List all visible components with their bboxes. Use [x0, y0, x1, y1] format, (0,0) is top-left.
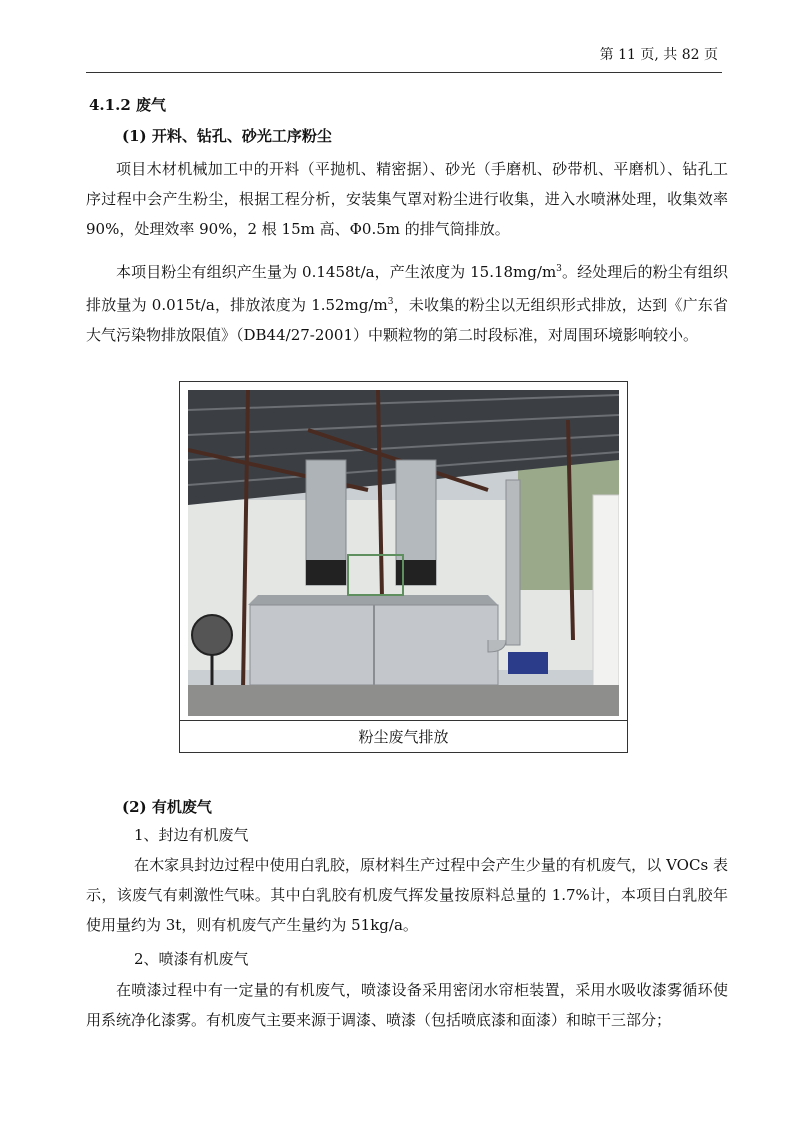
text-fragment: ，未收集的粉尘以无组织形式排放，达到《广东省大气污染物排放限值》（DB44/27-2001）中颗粒物的第二时段标准，对周围环境影响较小。 [86, 296, 728, 344]
text-fragment: 。经处理后的粉尘有组织排放量为 0.015t/a，排放浓度为 1.52mg/m [86, 263, 728, 314]
paragraph-dust-emission [86, 254, 728, 350]
paragraph-spray-paint: 在喷漆过程中有一定量的有机废气，喷漆设备采用密闭水帘柜装置，采用水吸收漆雾循环使用系统净化漆雾。有机废气主要来源于调漆、喷漆（包括喷底漆和面漆）和晾干三部分； [86, 981, 728, 1029]
superscript: 3 [387, 297, 394, 307]
figure-caption: 粉尘废气排放 [180, 720, 627, 753]
superscript: 3 [556, 264, 562, 274]
text-fragment: 本项目粉尘有组织产生量为 0.1458t/a，产生浓度为 15.18mg/m [116, 263, 557, 281]
section-title: 4.1.2 废气 [89, 96, 166, 114]
item-edge-banding-label: 1、封边有机废气 [134, 826, 249, 844]
page-number-header: 第 11 页, 共 82 页 [599, 47, 718, 63]
paragraph-dust-process: 项目木材机械加工中的开料（平抛机、精密据）、砂光（手磨机、砂带机、平磨机）、钻孔工序过程中会产生粉尘，根据工程分析，安装集气罩对粉尘进行收集，进入水喷淋处理，收集效率 90%，处理效率 90%，2 根 15m 高、Φ0.5m 的排气筒排放。 [86, 160, 728, 238]
figure-frame [179, 381, 628, 753]
paragraph-edge-banding: 在木家具封边过程中使用白乳胶，原材料生产过程中会产生少量的有机废气，以 VOCs 表示，该废气有刺激性气味。其中白乳胶有机废气挥发量按原料总量的 1.7%计，本项目白乳胶年使用量约为 3t，则有机废气产生量约为 51kg/a。 [86, 856, 728, 934]
subsection-title-organic: (2) 有机废气 [122, 798, 212, 816]
header-rule [86, 72, 722, 73]
subsection-title-dust: (1) 开料、钻孔、砂光工序粉尘 [122, 127, 332, 145]
item-spray-paint-label: 2、喷漆有机废气 [134, 950, 249, 968]
dust-exhaust-photo [188, 390, 619, 716]
